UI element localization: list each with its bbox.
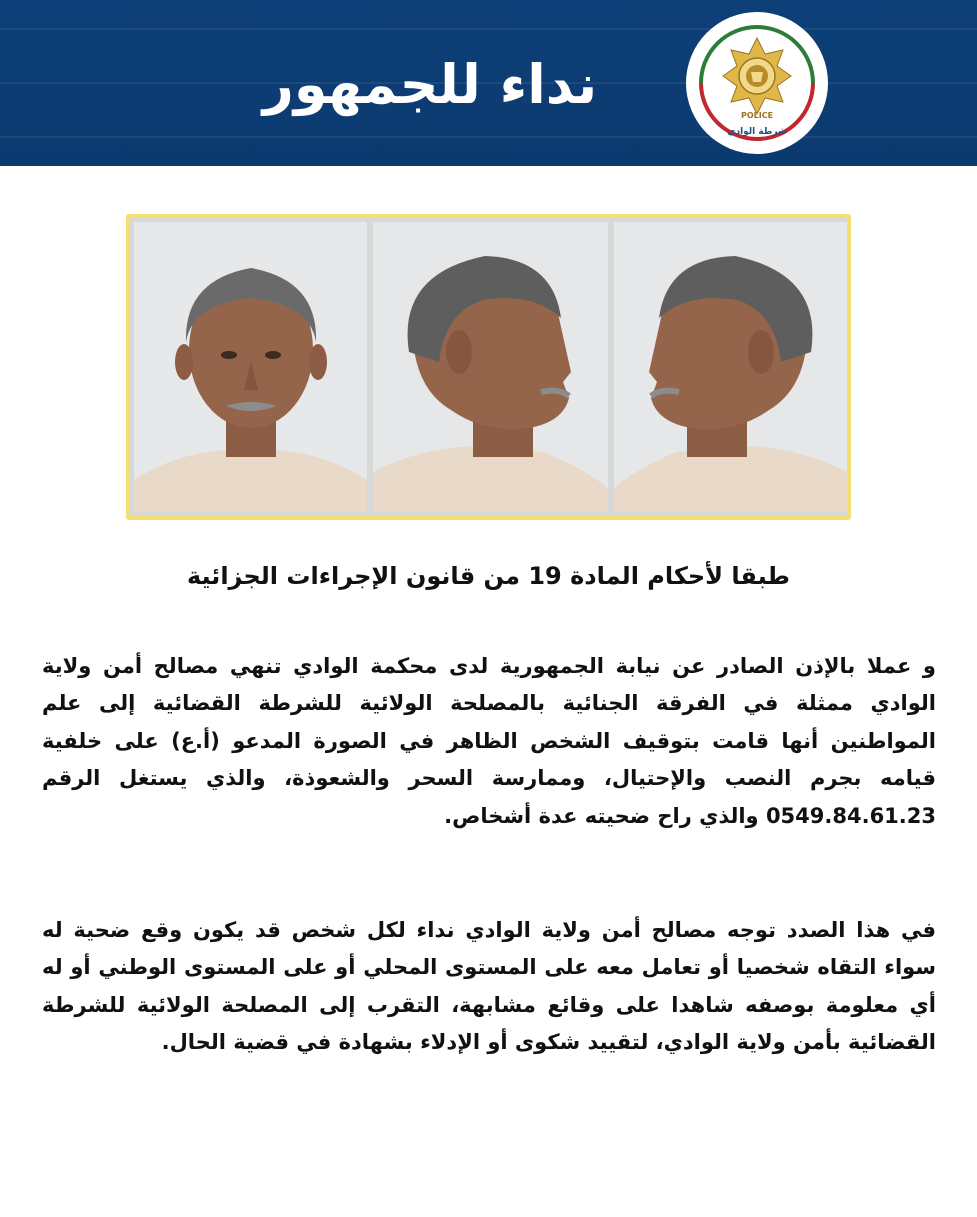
logo-bottom-text: شرطة الوادي [727, 127, 787, 137]
logo-top-text: POLICE [740, 111, 774, 120]
mugshot-profile-left-icon [614, 222, 847, 512]
page-title: نداء للجمهور [262, 53, 598, 116]
appeal-paragraph: في هذا الصدد توجه مصالح أمن ولاية الوادي نداء لكل شخص قد يكون وقع ضحية له سواء التقاه شخصيا أو تعامل معه على المستوى المحلي أو على المستوى الوطني أو له أي معلومة بوصفه شاهدا على وقائع مشابهة، التقرب إلى المصلحة الولائية للشرطة القضائية بأمن ولاية الوادي، لتقييد شكوى أو الإدلاء بشهادة في قضية الحال. [42, 918, 936, 1055]
police-emblem-icon [684, 10, 830, 156]
mugshot-profile-right-icon [373, 222, 608, 512]
photo-frame [126, 214, 851, 520]
banner-stripe [0, 136, 977, 138]
announcement-paragraph: و عملا بالإذن الصادر عن نيابة الجمهورية لدى محكمة الوادي تنهي مصالح أمن ولاية الوادي ممثلة في الفرقة الجنائية بالمصلحة الولائية للشرطة القضائية إلى علم المواطنين أنها قامت بتوقيف الشخص الظاهر في الصورة المدعو (أ.ع) على خلفية قيامه بجرم النصب والإحتيال، وممارسة السحر والشعوذة، والذي يستغل الرقم 0549.84.61.23 والذي راح ضحيته عدة أشخاص. [42, 654, 936, 828]
header-banner [0, 0, 977, 166]
mugshot-front-icon [134, 222, 367, 512]
banner-stripe [0, 28, 977, 30]
legal-reference-heading: طبقا لأحكام المادة 19 من قانون الإجراءات الجزائية [186, 562, 791, 590]
